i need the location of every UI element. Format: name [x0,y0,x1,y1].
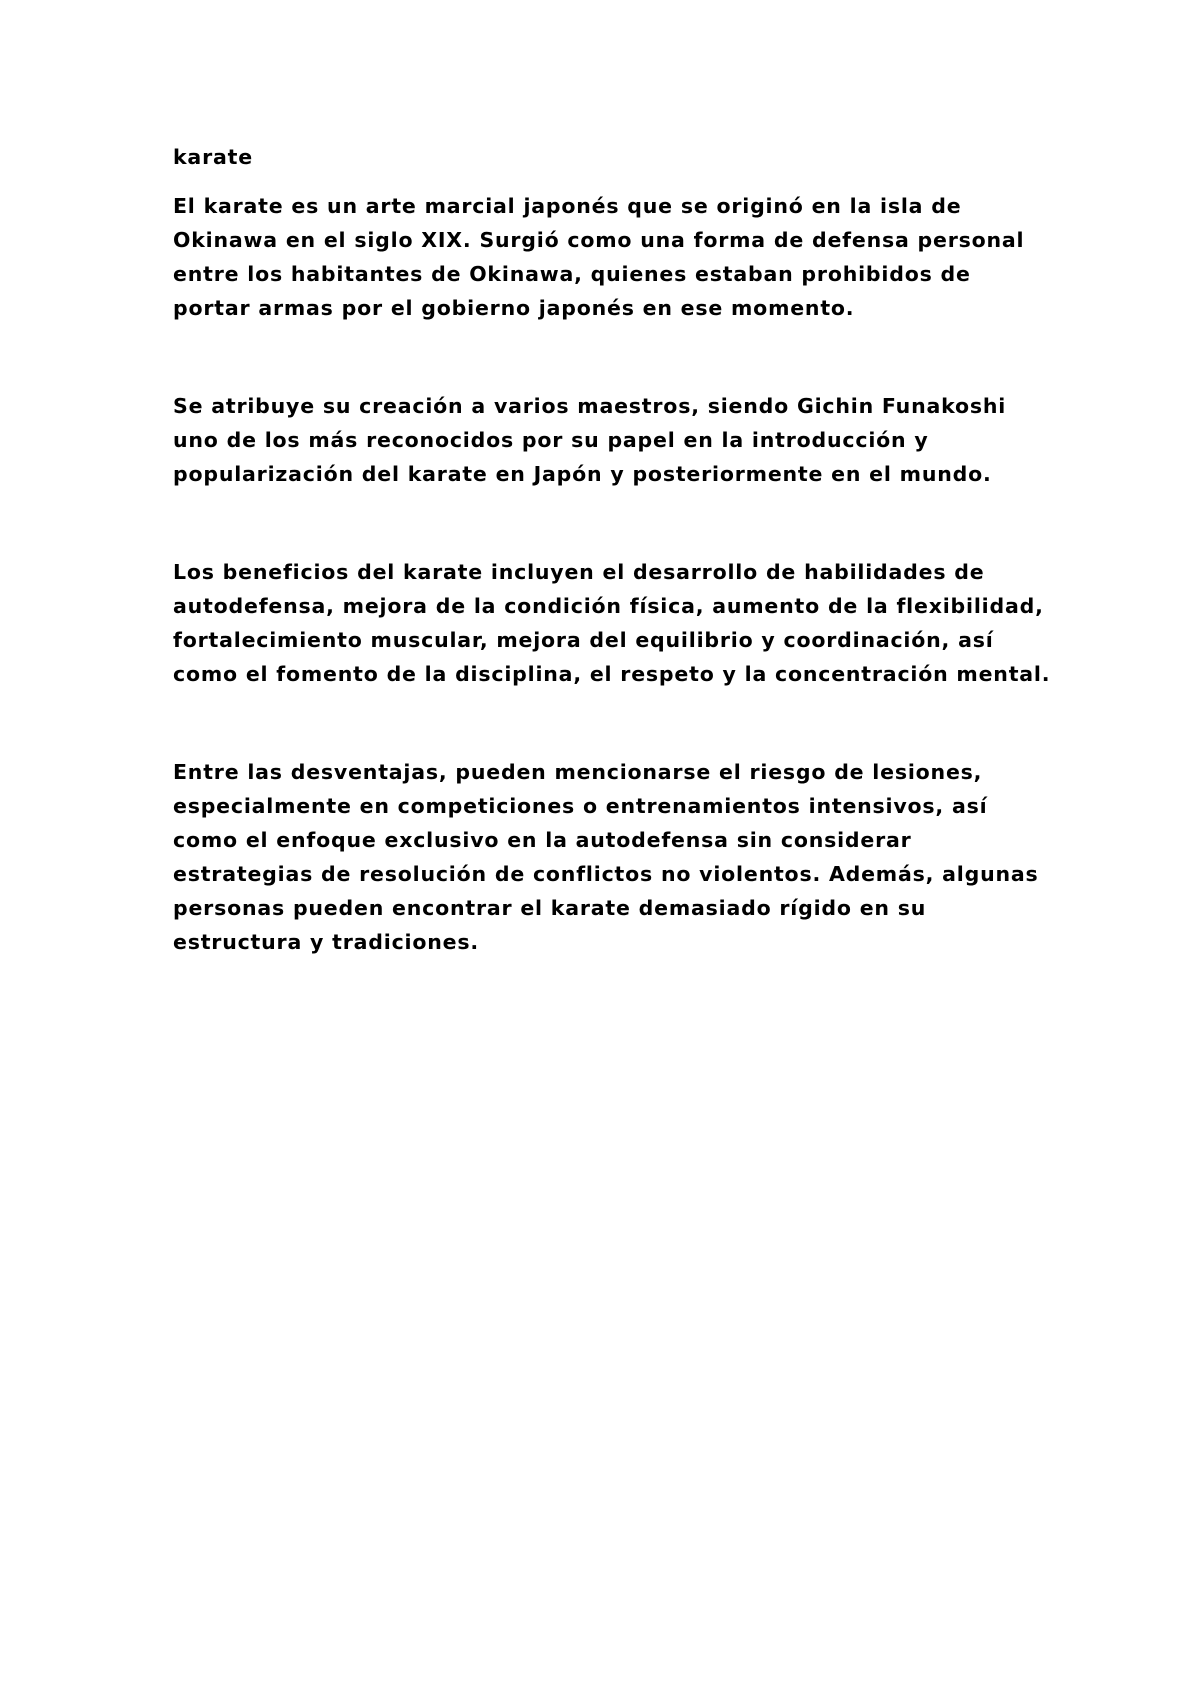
document-body [173,140,1053,959]
document-title: karate [173,145,253,169]
paragraph-benefits: Los beneficios del karate incluyen el desarrollo de habilidades de autodefensa, mejora de la condición física, aumento de la flexibilidad, fortalecimiento muscular, mejora del equilibrio y coordinación, así como el fomento de la disciplina, el respeto y la concentración mental. [173,560,1051,686]
paragraph-disadvantages: Entre las desventajas, pueden mencionarse el riesgo de lesiones, especialmente en competiciones o entrenamientos intensivos, así como el enfoque exclusivo en la autodefensa sin considerar estrategias de resolución de conflictos no violentos. Además, algunas personas pueden encontrar el karate demasiado rígido en su estructura y tradiciones. [173,760,1039,954]
paragraph-origin: El karate es un arte marcial japonés que se originó en la isla de Okinawa en el siglo XIX. Surgió como una forma de defensa personal entre los habitantes de Okinawa, quienes estaban prohibidos de portar armas por el gobierno japonés en ese momento. [173,194,1025,320]
paragraph-creator: Se atribuye su creación a varios maestros, siendo Gichin Funakoshi uno de los más reconocidos por su papel en la introducción y popularización del karate en Japón y posteriormente en el mundo. [173,394,1007,486]
